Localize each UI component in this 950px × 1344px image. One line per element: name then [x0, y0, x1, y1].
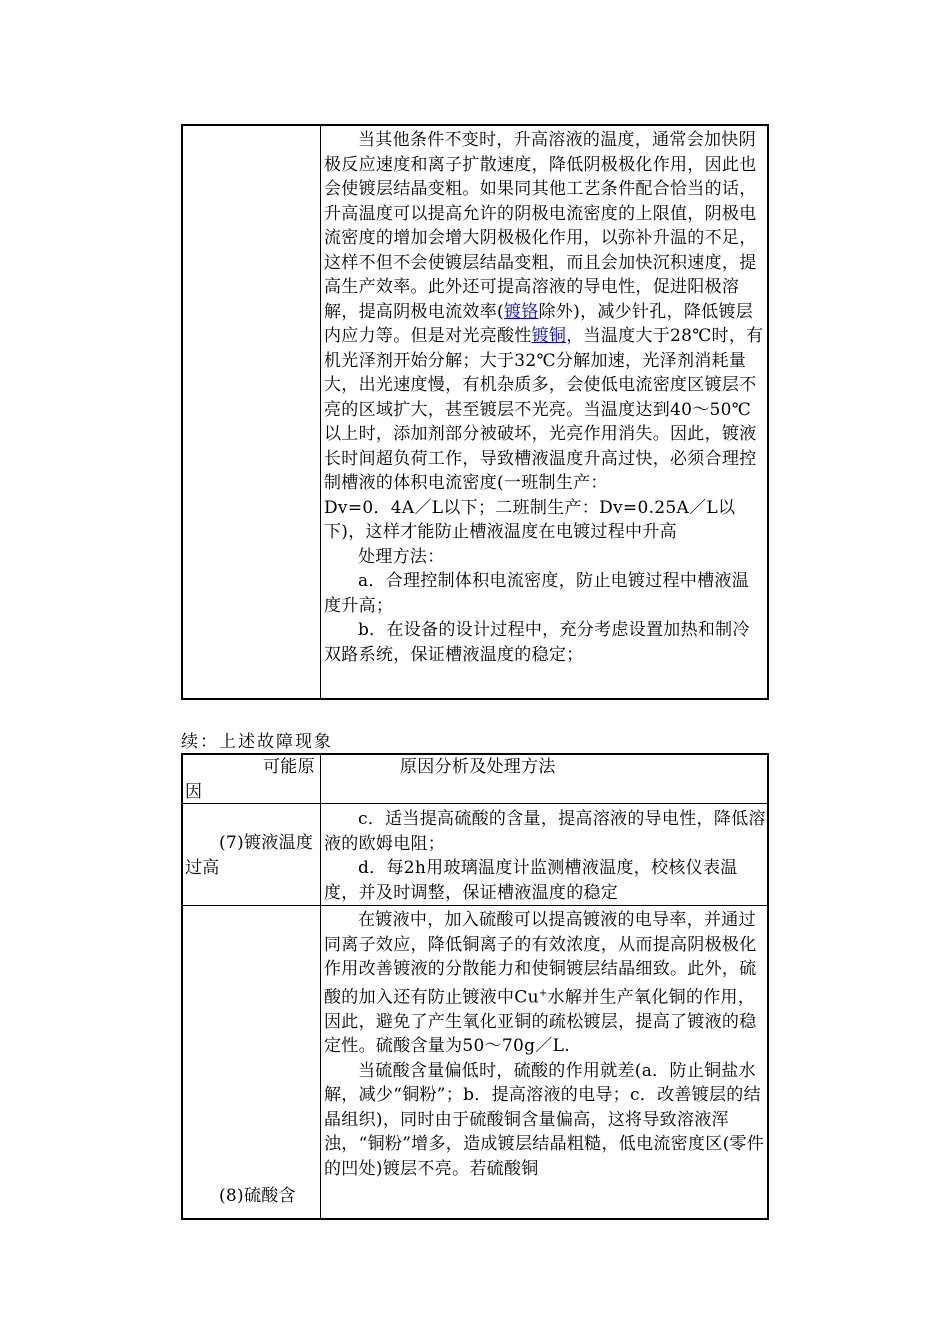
row1-item-d: d．每2h用玻璃温度计监测槽液温度，校核仪表温度，并及时调整，保证槽液温度的稳定 — [324, 858, 738, 903]
header-analysis-cell — [322, 755, 768, 803]
continued-heading: 续：上述故障现象 — [181, 732, 333, 752]
temperature-paragraph: 当其他条件不变时，升高溶液的温度，通常会加快阴极反应速度和离子扩散速度，降低阴极极化作用，因此也会使镀层结晶变粗。如果同其他工艺条件配合恰当的话，升高温度可以提高允许的阴极电流密度的上限值，阴极电流密度的增加会增大阴极极化作用，以弥补升温的不足，这样不但不会使镀层结晶变粗，而且会加快沉积速度，提高生产效率。此外还可提高溶液的导电性，促进阳极溶解，提高阴极电流效率(镀铬除外)，减少针孔，降低镀层内应力等。但是对光亮酸性镀铜，当温度大于28℃时，有机光泽剂开始分解；大于32℃分解加速，光泽剂消耗量大，出光速度慢，有机杂质多，会使低电流密度区镀层不亮的区域扩大，甚至镀层不光亮。当温度达到40～50℃以上时，添加剂部分被破坏，光亮作用消失。因此，镀液长时间超负荷工作，导致槽液温度升高过快，必须合理控制槽液的体积电流密度(一班制生产： Dv=0．4A／L以下；二班制生产：Dv=0.25A／L以 下)，这样才能防止槽液温度在电镀过程中升高 — [324, 130, 764, 542]
chrome-plating-link[interactable]: 镀铬 — [503, 301, 539, 322]
cu-superscript: + — [538, 987, 548, 999]
row1-item-c: c．适当提高硫酸的含量，提高溶液的导电性，降低溶液的欧姆电阻； — [324, 809, 766, 854]
header-cause-cell — [183, 755, 320, 803]
row2-analysis-cell — [322, 908, 768, 1181]
header-cause: 可能原因 — [185, 757, 315, 802]
treatment-label: 处理方法： — [358, 546, 445, 567]
copper-plating-link[interactable]: 镀铜 — [531, 326, 567, 346]
row1-analysis-cell — [322, 807, 768, 905]
header-analysis: 原因分析及处理方法 — [400, 757, 556, 777]
sulfuric-acid-paragraph: 在镀液中，加入硫酸可以提高镀液的电导率，并通过同离子效应，降低铜离子的有效浓度，从而提高阴极极化作用改善镀液的分散能力和使铜镀层结晶细致。此外，硫酸的加入还有防止镀液中Cu+水解并生产氧化铜的作用，因此，避免了产生氧化亚铜的疏松镀层，提高了镀液的稳定性。硫酸含量为50～70g／L. — [324, 910, 757, 1057]
row2-cause: (8)硫酸含 — [219, 1186, 296, 1206]
table-2-divider — [320, 755, 321, 1218]
table-1 — [181, 124, 769, 700]
row1-cause-cell — [183, 831, 320, 880]
table-1-divider — [320, 126, 321, 698]
treatment-a: a．合理控制体积电流密度，防止电镀过程中槽液温度升高； — [324, 571, 750, 616]
row2-cause-cell — [183, 1184, 320, 1209]
table-2 — [181, 753, 769, 1220]
table-2-header-line — [183, 803, 767, 804]
row1-cause: (7)镀液温度过高 — [185, 833, 314, 878]
treatment-b: b．在设备的设计过程中，充分考虑设置加热和制冷双路系统，保证槽液温度的稳定； — [324, 620, 750, 665]
low-acid-paragraph: 当硫酸含量偏低时，硫酸的作用就差(a．防止铜盐水解，减少“铜粉”；b．提高溶液的电导；c．改善镀层的结晶组织)，同时由于硫酸铜含量偏高，这将导致溶液浑浊，“铜粉”增多，造成镀层结晶粗糙，低电流密度区(零件的凹处)镀层不亮。若硫酸铜 — [324, 1060, 765, 1179]
dv-line: Dv=0．4A／L以下；二班制生产：Dv=0.25A／L以 — [324, 497, 736, 518]
table-1-content-cell — [322, 128, 768, 667]
table-2-row1-line — [183, 905, 767, 906]
